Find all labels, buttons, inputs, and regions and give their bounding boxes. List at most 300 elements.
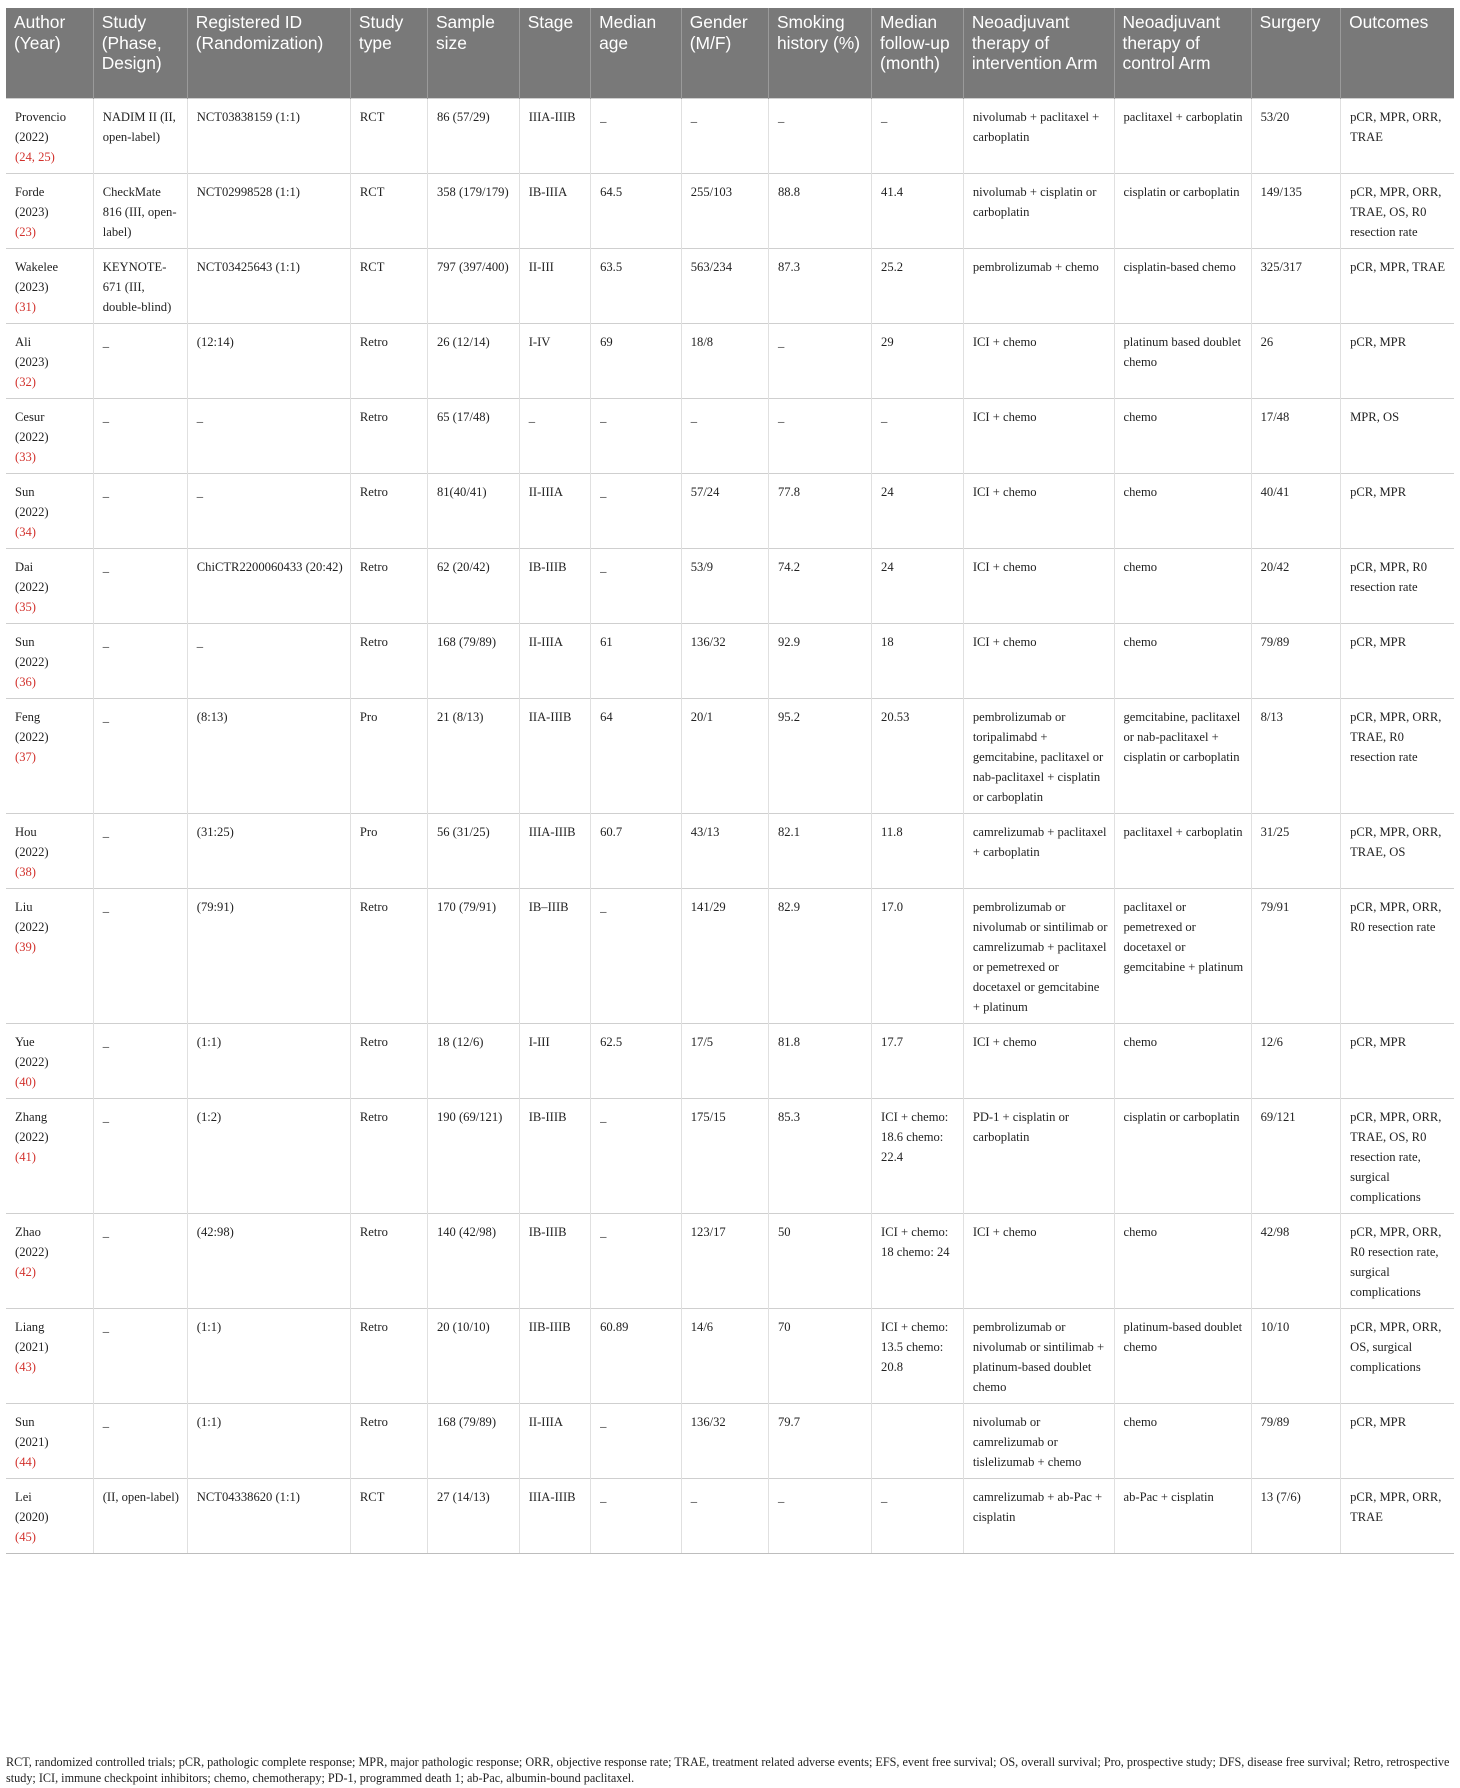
stage-cell: IB-IIIA xyxy=(519,173,590,248)
table-row xyxy=(6,548,1454,623)
study-type-cell: Pro xyxy=(350,813,427,888)
reference-link[interactable]: (40) xyxy=(15,1074,36,1089)
control-arm-cell: cisplatin or carboplatin xyxy=(1114,173,1251,248)
registered-id-cell: NCT03838159 (1:1) xyxy=(187,98,350,173)
gender-cell: 43/13 xyxy=(681,813,768,888)
author-name: Dai xyxy=(15,559,34,574)
follow-up-cell: 41.4 xyxy=(872,173,964,248)
stage-cell: IB–IIIB xyxy=(519,888,590,1023)
author-year-cell xyxy=(6,813,93,888)
intervention-arm-cell: nivolumab + paclitaxel + carboplatin xyxy=(963,98,1114,173)
author-name: Lei xyxy=(15,1489,32,1504)
smoking-history-cell: 82.9 xyxy=(768,888,871,1023)
column-header: Smoking history (%) xyxy=(768,8,871,98)
reference-link[interactable]: (23) xyxy=(15,224,36,239)
gender-cell: 17/5 xyxy=(681,1023,768,1098)
registered-id-cell: NCT02998528 (1:1) xyxy=(187,173,350,248)
control-arm-cell: chemo xyxy=(1114,473,1251,548)
author-name: Sun xyxy=(15,484,35,499)
surgery-cell: 8/13 xyxy=(1251,698,1341,813)
publication-year: (2022) xyxy=(15,1129,49,1144)
stage-cell: IB-IIIB xyxy=(519,1213,590,1308)
surgery-cell: 13 (7/6) xyxy=(1251,1478,1341,1553)
author-name: Provencio xyxy=(15,109,67,124)
gender-cell: 20/1 xyxy=(681,698,768,813)
control-arm-cell: ab-Pac + cisplatin xyxy=(1114,1478,1251,1553)
surgery-cell: 40/41 xyxy=(1251,473,1341,548)
smoking-history-cell: _ xyxy=(768,1478,871,1553)
outcomes-cell: pCR, MPR, ORR, TRAE, OS, R0 resection rate, surgical complications xyxy=(1341,1098,1454,1213)
control-arm-cell: chemo xyxy=(1114,1403,1251,1478)
study-cell: NADIM II (II, open-label) xyxy=(93,98,187,173)
publication-year: (2020) xyxy=(15,1509,49,1524)
study-cell: _ xyxy=(93,1023,187,1098)
author-name: Yue xyxy=(15,1034,35,1049)
author-year-cell xyxy=(6,888,93,1023)
gender-cell: 14/6 xyxy=(681,1308,768,1403)
sample-size-cell: 65 (17/48) xyxy=(427,398,519,473)
study-type-cell: RCT xyxy=(350,173,427,248)
intervention-arm-cell: pembrolizumab or nivolumab or sintilimab + platinum-based doublet chemo xyxy=(963,1308,1114,1403)
outcomes-cell: pCR, MPR, ORR, TRAE, OS, R0 resection rate xyxy=(1341,173,1454,248)
sample-size-cell: 56 (31/25) xyxy=(427,813,519,888)
outcomes-cell: pCR, MPR, ORR, TRAE, OS xyxy=(1341,813,1454,888)
table-row xyxy=(6,248,1454,323)
surgery-cell: 17/48 xyxy=(1251,398,1341,473)
smoking-history-cell: 92.9 xyxy=(768,623,871,698)
author-name: Forde xyxy=(15,184,45,199)
smoking-history-cell: 70 xyxy=(768,1308,871,1403)
column-header: Neoadjuvant therapy of intervention Arm xyxy=(963,8,1114,98)
median-age-cell: 69 xyxy=(591,323,682,398)
column-header: Registered ID (Randomization) xyxy=(187,8,350,98)
study-type-cell: Retro xyxy=(350,1213,427,1308)
follow-up-cell: 11.8 xyxy=(872,813,964,888)
column-header: Median follow-up (month) xyxy=(872,8,964,98)
smoking-history-cell: _ xyxy=(768,398,871,473)
column-header: Surgery xyxy=(1251,8,1341,98)
reference-link[interactable]: (44) xyxy=(15,1454,36,1469)
intervention-arm-cell: ICI + chemo xyxy=(963,548,1114,623)
median-age-cell: 64 xyxy=(591,698,682,813)
intervention-arm-cell: ICI + chemo xyxy=(963,1213,1114,1308)
smoking-history-cell: 81.8 xyxy=(768,1023,871,1098)
median-age-cell: _ xyxy=(591,473,682,548)
registered-id-cell: _ xyxy=(187,473,350,548)
study-type-cell: RCT xyxy=(350,98,427,173)
study-characteristics-table-wrap xyxy=(6,8,1454,1554)
table-row xyxy=(6,173,1454,248)
sample-size-cell: 20 (10/10) xyxy=(427,1308,519,1403)
author-year-cell xyxy=(6,1308,93,1403)
publication-year: (2023) xyxy=(15,204,49,219)
gender-cell: 123/17 xyxy=(681,1213,768,1308)
intervention-arm-cell: nivolumab + cisplatin or carboplatin xyxy=(963,173,1114,248)
smoking-history-cell: 88.8 xyxy=(768,173,871,248)
publication-year: (2023) xyxy=(15,279,49,294)
stage-cell: IIIA-IIIB xyxy=(519,98,590,173)
surgery-cell: 69/121 xyxy=(1251,1098,1341,1213)
sample-size-cell: 797 (397/400) xyxy=(427,248,519,323)
table-footnote: RCT, randomized controlled trials; pCR, pathologic complete response; MPR, major pathologic response; ORR, objective response rate; TRAE, treatment related adverse events; EFS, event free survival; OS, overall survival; Pro, prospective study; DFS, disease free survival; Retro, retrospective study; ICI, immune checkpoint inhibitors; chemo, chemotherapy; PD-1, programmed death 1; ab-Pac, albumin-bound paclitaxel. xyxy=(6,1755,1450,1785)
gender-cell: 563/234 xyxy=(681,248,768,323)
control-arm-cell: paclitaxel + carboplatin xyxy=(1114,98,1251,173)
author-name: Sun xyxy=(15,1414,35,1429)
column-header: Neoadjuvant therapy of control Arm xyxy=(1114,8,1251,98)
control-arm-cell: platinum-based doublet chemo xyxy=(1114,1308,1251,1403)
control-arm-cell: cisplatin or carboplatin xyxy=(1114,1098,1251,1213)
follow-up-cell: 17.7 xyxy=(872,1023,964,1098)
table-row xyxy=(6,98,1454,173)
follow-up-cell: 24 xyxy=(872,548,964,623)
registered-id-cell: (1:1) xyxy=(187,1308,350,1403)
sample-size-cell: 86 (57/29) xyxy=(427,98,519,173)
control-arm-cell: chemo xyxy=(1114,623,1251,698)
author-year-cell xyxy=(6,698,93,813)
study-type-cell: Retro xyxy=(350,398,427,473)
gender-cell: 141/29 xyxy=(681,888,768,1023)
author-year-cell xyxy=(6,623,93,698)
column-header: Author (Year) xyxy=(6,8,93,98)
median-age-cell: _ xyxy=(591,888,682,1023)
outcomes-cell: pCR, MPR xyxy=(1341,1403,1454,1478)
table-row xyxy=(6,623,1454,698)
stage-cell: IB-IIIB xyxy=(519,1098,590,1213)
author-year-cell xyxy=(6,323,93,398)
surgery-cell: 79/91 xyxy=(1251,888,1341,1023)
smoking-history-cell: 50 xyxy=(768,1213,871,1308)
registered-id-cell: (1:1) xyxy=(187,1403,350,1478)
study-type-cell: Retro xyxy=(350,1098,427,1213)
follow-up-cell: 18 xyxy=(872,623,964,698)
smoking-history-cell: 79.7 xyxy=(768,1403,871,1478)
study-cell: _ xyxy=(93,398,187,473)
intervention-arm-cell: ICI + chemo xyxy=(963,398,1114,473)
median-age-cell: _ xyxy=(591,1478,682,1553)
reference-link[interactable]: (45) xyxy=(15,1529,36,1544)
publication-year: (2022) xyxy=(15,579,49,594)
gender-cell: 57/24 xyxy=(681,473,768,548)
intervention-arm-cell: PD-1 + cisplatin or carboplatin xyxy=(963,1098,1114,1213)
sample-size-cell: 18 (12/6) xyxy=(427,1023,519,1098)
author-year-cell xyxy=(6,398,93,473)
stage-cell: I-IV xyxy=(519,323,590,398)
stage-cell: II-IIIA xyxy=(519,473,590,548)
study-cell: _ xyxy=(93,698,187,813)
registered-id-cell: _ xyxy=(187,398,350,473)
author-year-cell xyxy=(6,473,93,548)
intervention-arm-cell: ICI + chemo xyxy=(963,1023,1114,1098)
author-name: Zhao xyxy=(15,1224,41,1239)
author-year-cell xyxy=(6,1213,93,1308)
reference-link[interactable]: (35) xyxy=(15,599,36,614)
reference-link[interactable]: (32) xyxy=(15,374,36,389)
table-row xyxy=(6,473,1454,548)
smoking-history-cell: 85.3 xyxy=(768,1098,871,1213)
outcomes-cell: pCR, MPR, TRAE xyxy=(1341,248,1454,323)
reference-link[interactable]: (38) xyxy=(15,864,36,879)
control-arm-cell: paclitaxel + carboplatin xyxy=(1114,813,1251,888)
author-year-cell xyxy=(6,1478,93,1553)
publication-year: (2022) xyxy=(15,429,49,444)
median-age-cell: _ xyxy=(591,548,682,623)
publication-year: (2022) xyxy=(15,504,49,519)
study-type-cell: RCT xyxy=(350,1478,427,1553)
table-row xyxy=(6,888,1454,1023)
table-row xyxy=(6,698,1454,813)
author-name: Sun xyxy=(15,634,35,649)
study-type-cell: Retro xyxy=(350,1023,427,1098)
gender-cell: 136/32 xyxy=(681,623,768,698)
median-age-cell: _ xyxy=(591,1403,682,1478)
study-type-cell: Retro xyxy=(350,1403,427,1478)
reference-link[interactable]: (37) xyxy=(15,749,36,764)
outcomes-cell: pCR, MPR xyxy=(1341,473,1454,548)
intervention-arm-cell: pembrolizumab or nivolumab or sintilimab or camrelizumab + paclitaxel or pemetrexed or docetaxel or gemcitabine + platinum xyxy=(963,888,1114,1023)
publication-year: (2022) xyxy=(15,129,49,144)
outcomes-cell: pCR, MPR, ORR, TRAE xyxy=(1341,1478,1454,1553)
surgery-cell: 79/89 xyxy=(1251,623,1341,698)
outcomes-cell: pCR, MPR, ORR, OS, surgical complications xyxy=(1341,1308,1454,1403)
stage-cell: IIA-IIIB xyxy=(519,698,590,813)
publication-year: (2022) xyxy=(15,1244,49,1259)
stage-cell: II-IIIA xyxy=(519,1403,590,1478)
author-year-cell xyxy=(6,98,93,173)
publication-year: (2023) xyxy=(15,354,49,369)
registered-id-cell: ChiCTR2200060433 (20:42) xyxy=(187,548,350,623)
study-characteristics-table xyxy=(6,8,1454,1554)
outcomes-cell: pCR, MPR, R0 resection rate xyxy=(1341,548,1454,623)
outcomes-cell: pCR, MPR, ORR, TRAE, R0 resection rate xyxy=(1341,698,1454,813)
median-age-cell: 60.89 xyxy=(591,1308,682,1403)
registered-id-cell: _ xyxy=(187,623,350,698)
outcomes-cell: pCR, MPR, ORR, R0 resection rate xyxy=(1341,888,1454,1023)
study-type-cell: Retro xyxy=(350,473,427,548)
table-row xyxy=(6,323,1454,398)
reference-link[interactable]: (43) xyxy=(15,1359,36,1374)
surgery-cell: 53/20 xyxy=(1251,98,1341,173)
reference-link[interactable]: (39) xyxy=(15,939,36,954)
outcomes-cell: pCR, MPR, ORR, TRAE xyxy=(1341,98,1454,173)
study-cell: KEYNOTE-671 (III, double-blind) xyxy=(93,248,187,323)
publication-year: (2022) xyxy=(15,844,49,859)
registered-id-cell: (12:14) xyxy=(187,323,350,398)
study-cell: (II, open-label) xyxy=(93,1478,187,1553)
author-year-cell xyxy=(6,548,93,623)
study-type-cell: Retro xyxy=(350,548,427,623)
column-header: Median age xyxy=(591,8,682,98)
reference-link[interactable]: (42) xyxy=(15,1264,36,1279)
stage-cell: I-III xyxy=(519,1023,590,1098)
median-age-cell: 60.7 xyxy=(591,813,682,888)
follow-up-cell xyxy=(872,1403,964,1478)
sample-size-cell: 168 (79/89) xyxy=(427,1403,519,1478)
study-cell: _ xyxy=(93,323,187,398)
author-year-cell xyxy=(6,173,93,248)
follow-up-cell: ICI + chemo: 18.6 chemo: 22.4 xyxy=(872,1098,964,1213)
follow-up-cell: 17.0 xyxy=(872,888,964,1023)
median-age-cell: 61 xyxy=(591,623,682,698)
study-cell: _ xyxy=(93,623,187,698)
follow-up-cell: ICI + chemo: 13.5 chemo: 20.8 xyxy=(872,1308,964,1403)
reference-link[interactable]: (24, 25) xyxy=(15,149,55,164)
author-name: Liu xyxy=(15,899,33,914)
publication-year: (2022) xyxy=(15,1054,49,1069)
median-age-cell: _ xyxy=(591,1098,682,1213)
table-row xyxy=(6,1023,1454,1098)
gender-cell: _ xyxy=(681,398,768,473)
table-row xyxy=(6,1478,1454,1553)
author-year-cell xyxy=(6,1023,93,1098)
median-age-cell: 63.5 xyxy=(591,248,682,323)
column-header: Outcomes xyxy=(1341,8,1454,98)
follow-up-cell: 24 xyxy=(872,473,964,548)
author-name: Feng xyxy=(15,709,41,724)
registered-id-cell: (79:91) xyxy=(187,888,350,1023)
column-header: Gender (M/F) xyxy=(681,8,768,98)
column-header: Sample size xyxy=(427,8,519,98)
surgery-cell: 31/25 xyxy=(1251,813,1341,888)
control-arm-cell: cisplatin-based chemo xyxy=(1114,248,1251,323)
follow-up-cell: _ xyxy=(872,98,964,173)
follow-up-cell: 20.53 xyxy=(872,698,964,813)
control-arm-cell: chemo xyxy=(1114,548,1251,623)
intervention-arm-cell: camrelizumab + ab-Pac + cisplatin xyxy=(963,1478,1114,1553)
reference-link[interactable]: (33) xyxy=(15,449,36,464)
gender-cell: _ xyxy=(681,98,768,173)
control-arm-cell: paclitaxel or pemetrexed or docetaxel or gemcitabine + platinum xyxy=(1114,888,1251,1023)
median-age-cell: 62.5 xyxy=(591,1023,682,1098)
sample-size-cell: 170 (79/91) xyxy=(427,888,519,1023)
study-type-cell: Retro xyxy=(350,323,427,398)
follow-up-cell: _ xyxy=(872,398,964,473)
surgery-cell: 42/98 xyxy=(1251,1213,1341,1308)
registered-id-cell: NCT04338620 (1:1) xyxy=(187,1478,350,1553)
study-cell: _ xyxy=(93,1098,187,1213)
control-arm-cell: chemo xyxy=(1114,1213,1251,1308)
study-type-cell: Retro xyxy=(350,1308,427,1403)
intervention-arm-cell: pembrolizumab + chemo xyxy=(963,248,1114,323)
stage-cell: _ xyxy=(519,398,590,473)
study-cell: _ xyxy=(93,888,187,1023)
reference-link[interactable]: (34) xyxy=(15,524,36,539)
column-header: Study (Phase, Design) xyxy=(93,8,187,98)
sample-size-cell: 26 (12/14) xyxy=(427,323,519,398)
follow-up-cell: 25.2 xyxy=(872,248,964,323)
follow-up-cell: 29 xyxy=(872,323,964,398)
publication-year: (2021) xyxy=(15,1434,49,1449)
sample-size-cell: 190 (69/121) xyxy=(427,1098,519,1213)
registered-id-cell: (8:13) xyxy=(187,698,350,813)
outcomes-cell: pCR, MPR xyxy=(1341,1023,1454,1098)
study-cell: _ xyxy=(93,473,187,548)
reference-link[interactable]: (41) xyxy=(15,1149,36,1164)
smoking-history-cell: 95.2 xyxy=(768,698,871,813)
control-arm-cell: platinum based doublet chemo xyxy=(1114,323,1251,398)
author-year-cell xyxy=(6,248,93,323)
registered-id-cell: (1:2) xyxy=(187,1098,350,1213)
author-name: Wakelee xyxy=(15,259,59,274)
study-type-cell: RCT xyxy=(350,248,427,323)
smoking-history-cell: 87.3 xyxy=(768,248,871,323)
author-name: Cesur xyxy=(15,409,45,424)
table-row xyxy=(6,1213,1454,1308)
smoking-history-cell: _ xyxy=(768,98,871,173)
follow-up-cell: ICI + chemo: 18 chemo: 24 xyxy=(872,1213,964,1308)
registered-id-cell: NCT03425643 (1:1) xyxy=(187,248,350,323)
intervention-arm-cell: camrelizumab + paclitaxel + carboplatin xyxy=(963,813,1114,888)
intervention-arm-cell: ICI + chemo xyxy=(963,473,1114,548)
reference-link[interactable]: (36) xyxy=(15,674,36,689)
outcomes-cell: pCR, MPR xyxy=(1341,623,1454,698)
column-header: Study type xyxy=(350,8,427,98)
table-row xyxy=(6,1098,1454,1213)
publication-year: (2022) xyxy=(15,654,49,669)
gender-cell: 255/103 xyxy=(681,173,768,248)
stage-cell: II-IIIA xyxy=(519,623,590,698)
study-cell: _ xyxy=(93,813,187,888)
control-arm-cell: chemo xyxy=(1114,1023,1251,1098)
sample-size-cell: 21 (8/13) xyxy=(427,698,519,813)
surgery-cell: 79/89 xyxy=(1251,1403,1341,1478)
intervention-arm-cell: ICI + chemo xyxy=(963,323,1114,398)
study-type-cell: Retro xyxy=(350,623,427,698)
gender-cell: 175/15 xyxy=(681,1098,768,1213)
intervention-arm-cell: nivolumab or camrelizumab or tislelizumab + chemo xyxy=(963,1403,1114,1478)
table-row xyxy=(6,398,1454,473)
outcomes-cell: pCR, MPR, ORR, R0 resection rate, surgical complications xyxy=(1341,1213,1454,1308)
surgery-cell: 10/10 xyxy=(1251,1308,1341,1403)
author-name: Hou xyxy=(15,824,37,839)
study-type-cell: Retro xyxy=(350,888,427,1023)
intervention-arm-cell: ICI + chemo xyxy=(963,623,1114,698)
table-row xyxy=(6,1308,1454,1403)
author-name: Zhang xyxy=(15,1109,48,1124)
surgery-cell: 325/317 xyxy=(1251,248,1341,323)
sample-size-cell: 27 (14/13) xyxy=(427,1478,519,1553)
study-cell: _ xyxy=(93,1308,187,1403)
reference-link[interactable]: (31) xyxy=(15,299,36,314)
publication-year: (2022) xyxy=(15,919,49,934)
author-name: Ali xyxy=(15,334,32,349)
table-body xyxy=(6,98,1454,1553)
registered-id-cell: (42:98) xyxy=(187,1213,350,1308)
control-arm-cell: chemo xyxy=(1114,398,1251,473)
surgery-cell: 20/42 xyxy=(1251,548,1341,623)
smoking-history-cell: _ xyxy=(768,323,871,398)
median-age-cell: _ xyxy=(591,398,682,473)
gender-cell: 18/8 xyxy=(681,323,768,398)
publication-year: (2022) xyxy=(15,729,49,744)
study-type-cell: Pro xyxy=(350,698,427,813)
author-year-cell xyxy=(6,1098,93,1213)
gender-cell: _ xyxy=(681,1478,768,1553)
surgery-cell: 26 xyxy=(1251,323,1341,398)
study-cell: _ xyxy=(93,1403,187,1478)
surgery-cell: 12/6 xyxy=(1251,1023,1341,1098)
median-age-cell: 64.5 xyxy=(591,173,682,248)
table-header-row xyxy=(6,8,1454,98)
gender-cell: 136/32 xyxy=(681,1403,768,1478)
sample-size-cell: 358 (179/179) xyxy=(427,173,519,248)
registered-id-cell: (1:1) xyxy=(187,1023,350,1098)
outcomes-cell: pCR, MPR xyxy=(1341,323,1454,398)
sample-size-cell: 140 (42/98) xyxy=(427,1213,519,1308)
table-row xyxy=(6,1403,1454,1478)
stage-cell: II-III xyxy=(519,248,590,323)
median-age-cell: _ xyxy=(591,1213,682,1308)
control-arm-cell: gemcitabine, paclitaxel or nab-paclitaxel + cisplatin or carboplatin xyxy=(1114,698,1251,813)
